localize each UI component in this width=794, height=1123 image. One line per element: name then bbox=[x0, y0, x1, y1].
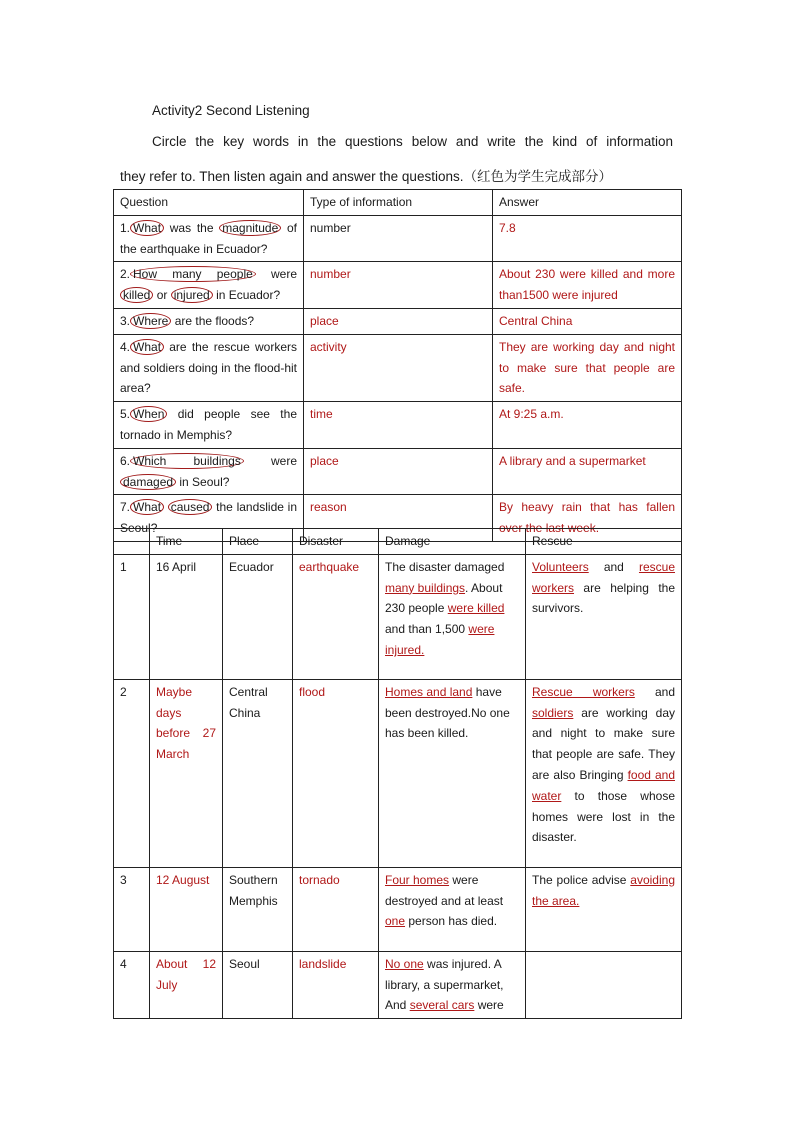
damage-cell: No one was injured. A library, a supermarket, And several cars were bbox=[379, 951, 526, 1018]
time-cell: About 12 July bbox=[150, 951, 223, 1018]
place-cell: Seoul bbox=[223, 951, 293, 1018]
question-cell: 1. What was the magnitude of the earthquake in Ecuador? bbox=[114, 215, 304, 262]
answer-cell: By heavy rain that has fallen over the last week. bbox=[493, 495, 682, 542]
rescue-cell: The police advise avoiding the area. bbox=[526, 867, 682, 951]
table-row bbox=[114, 554, 682, 679]
disaster-cell: flood bbox=[293, 679, 379, 867]
column-header bbox=[114, 529, 150, 555]
disaster-cell: earthquake bbox=[293, 554, 379, 679]
rescue-cell bbox=[526, 951, 682, 1018]
question-cell: 4. What are the rescue workers and soldiers doing in the flood-hit area? bbox=[114, 334, 304, 401]
row-number: 4 bbox=[114, 951, 150, 1018]
question-cell: 3. Where are the floods? bbox=[114, 308, 304, 334]
instruction-line-1: Circle the key words in the questions below and write the kind of information bbox=[152, 134, 673, 149]
place-cell: Southern Memphis bbox=[223, 867, 293, 951]
key-word-circle: caused bbox=[168, 499, 213, 515]
key-word-circle: Which buildings bbox=[130, 453, 244, 469]
questions-table bbox=[113, 189, 682, 542]
time-cell: 16 April bbox=[150, 554, 223, 679]
key-word-circle: killed bbox=[120, 287, 153, 303]
table-row bbox=[114, 402, 682, 449]
damage-cell: The disaster damaged many buildings. About 230 people were killed and than 1,500 were injured. bbox=[379, 554, 526, 679]
question-cell: 6. Which buildings were damaged in Seoul? bbox=[114, 448, 304, 495]
key-word-circle: damaged bbox=[120, 474, 176, 490]
row-number: 3 bbox=[114, 867, 150, 951]
key-word-circle: Where bbox=[130, 313, 171, 329]
key-word-circle: How many people bbox=[130, 266, 256, 282]
row-number: 1 bbox=[114, 554, 150, 679]
key-word-circle: When bbox=[130, 406, 167, 422]
question-cell: 5. When did people see the tornado in Memphis? bbox=[114, 402, 304, 449]
type-cell: time bbox=[304, 402, 493, 449]
key-word-circle: magnitude bbox=[219, 220, 281, 236]
column-header: Disaster bbox=[293, 529, 379, 555]
instruction-line-2: they refer to. Then listen again and answer the questions.（红色为学生完成部分） bbox=[120, 169, 612, 184]
type-cell: place bbox=[304, 308, 493, 334]
type-cell: number bbox=[304, 215, 493, 262]
column-header: Place bbox=[223, 529, 293, 555]
place-cell: Central China bbox=[223, 679, 293, 867]
table-row bbox=[114, 262, 682, 309]
disasters-table bbox=[113, 528, 682, 1019]
table-row bbox=[114, 448, 682, 495]
table-row bbox=[114, 867, 682, 951]
answer-cell: At 9:25 a.m. bbox=[493, 402, 682, 449]
key-word-circle: injured bbox=[171, 287, 213, 303]
question-cell: 7. What caused the landslide in Seoul? bbox=[114, 495, 304, 542]
rescue-cell: Volunteers and rescue workers are helping the survivors. bbox=[526, 554, 682, 679]
place-cell: Ecuador bbox=[223, 554, 293, 679]
key-word-circle: What bbox=[130, 220, 164, 236]
answer-cell: 7.8 bbox=[493, 215, 682, 262]
question-cell: 2. How many people were killed or injured in Ecuador? bbox=[114, 262, 304, 309]
type-cell: place bbox=[304, 448, 493, 495]
row-number: 2 bbox=[114, 679, 150, 867]
answer-cell: About 230 were killed and more than1500 were injured bbox=[493, 262, 682, 309]
time-cell: Maybe days before 27 March bbox=[150, 679, 223, 867]
key-word-circle: What bbox=[130, 499, 164, 515]
table-header-row bbox=[114, 190, 682, 216]
activity-heading: Activity2 Second Listening bbox=[152, 103, 310, 118]
disaster-cell: tornado bbox=[293, 867, 379, 951]
rescue-cell: Rescue workers and soldiers are working day and night to make sure that people are safe. They are also Bringing food and water to those whose homes were lost in the disaster. bbox=[526, 679, 682, 867]
column-header: Type of information bbox=[304, 190, 493, 216]
column-header: Rescue bbox=[526, 529, 682, 555]
type-cell: activity bbox=[304, 334, 493, 401]
table-row bbox=[114, 215, 682, 262]
column-header: Question bbox=[114, 190, 304, 216]
key-word-circle: What bbox=[130, 339, 164, 355]
table-row bbox=[114, 308, 682, 334]
damage-cell: Four homes were destroyed and at least one person has died. bbox=[379, 867, 526, 951]
table-row bbox=[114, 679, 682, 867]
type-cell: reason bbox=[304, 495, 493, 542]
time-cell: 12 August bbox=[150, 867, 223, 951]
disaster-cell: landslide bbox=[293, 951, 379, 1018]
table-header-row bbox=[114, 529, 682, 555]
table-row bbox=[114, 334, 682, 401]
column-header: Answer bbox=[493, 190, 682, 216]
answer-cell: They are working day and night to make sure that people are safe. bbox=[493, 334, 682, 401]
answer-cell: A library and a supermarket bbox=[493, 448, 682, 495]
answer-cell: Central China bbox=[493, 308, 682, 334]
column-header: Damage bbox=[379, 529, 526, 555]
damage-cell: Homes and land have been destroyed.No one has been killed. bbox=[379, 679, 526, 867]
type-cell: number bbox=[304, 262, 493, 309]
table-row bbox=[114, 951, 682, 1018]
column-header: Time bbox=[150, 529, 223, 555]
